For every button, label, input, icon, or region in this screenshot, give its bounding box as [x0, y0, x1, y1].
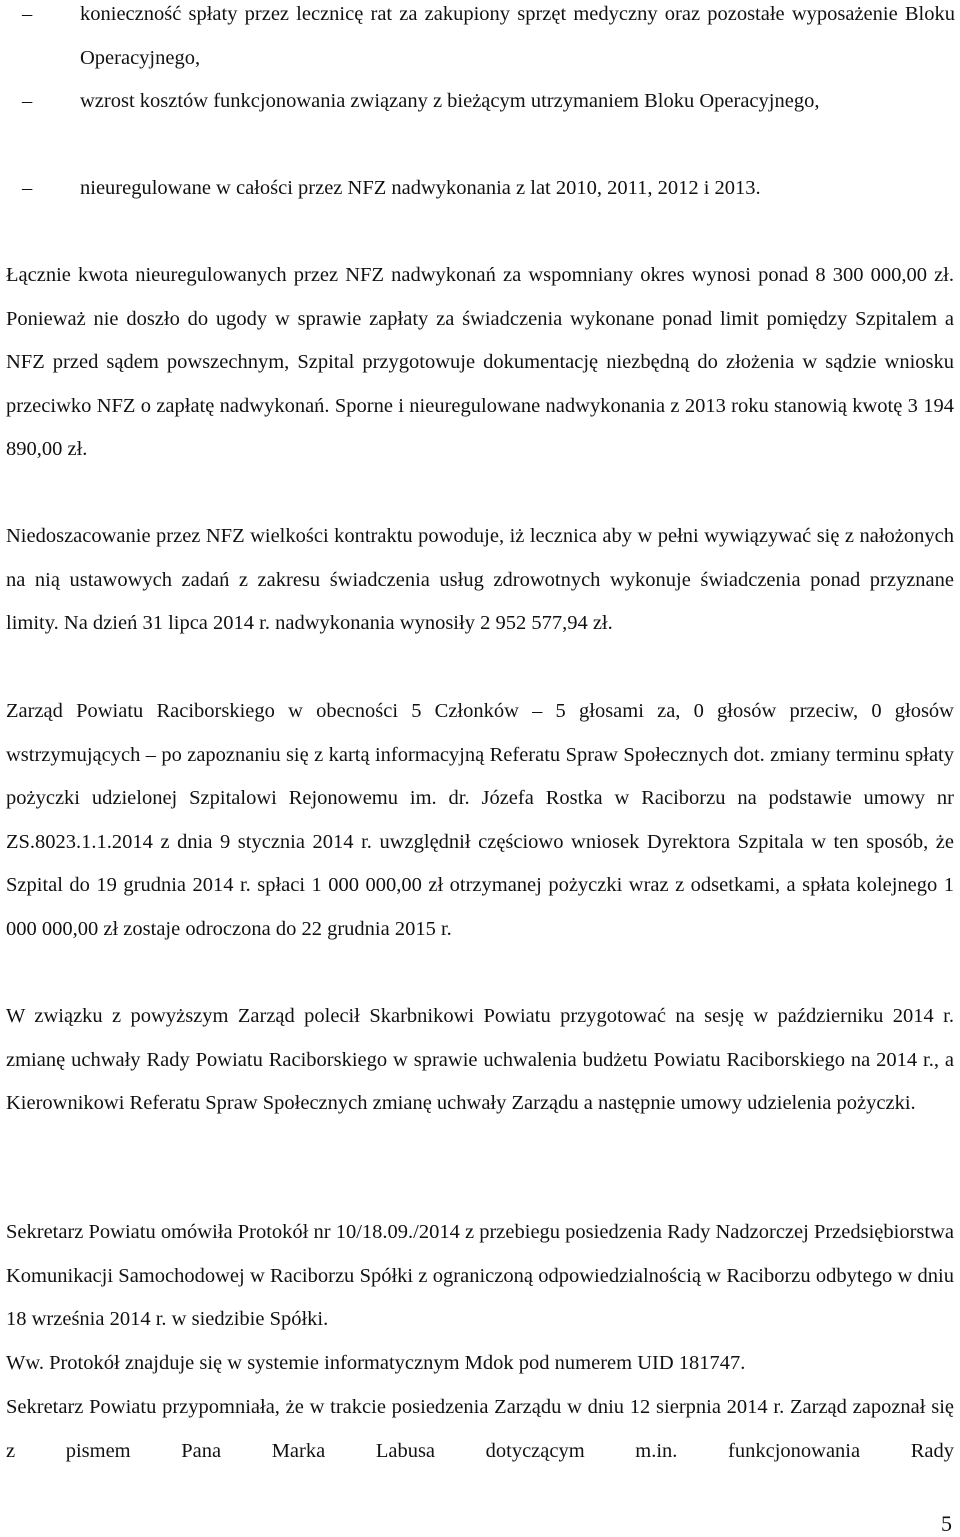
- paragraph-secretary: Sekretarz Powiatu przypomniała, że w trakcie posiedzenia Zarządu w dniu 12 sierpnia 2014 r. Zarząd zapoznał się z pismem Pana Marka Labusa dotyczącym m.in. funkcjonowania Rady: [6, 1396, 954, 1462]
- list-item: [0, 80, 955, 124]
- paragraph-protocol: Sekretarz Powiatu omówiła Protokół nr 10/18.09./2014 z przebiegu posiedzenia Rady Nadzorczej Przedsiębiorstwa Komunikacji Samochodowej w Raciborzu Spółki z ograniczoną odpowiedzialnością w Raciborzu odbytego w dniu 18 września 2014 r. w siedzibie Spółki.: [6, 1221, 954, 1330]
- paragraph-total-amount: Łącznie kwota nieuregulowanych przez NFZ nadwykonań za wspomniany okres wynosi ponad 8 300 000,00 zł. Ponieważ nie doszło do ugody w sprawie zapłaty za świadczenia wykonane ponad limit pomiędzy Szpitalem a NFZ przed sądem powszechnym, Szpital przygotowuje dokumentację niezbędną do złożenia w sądzie wniosku przeciwko NFZ o zapłatę nadwykonań. Sporne i nieuregulowane nadwykonania z 2013 roku stanowią kwotę 3 194 890,00 zł.: [6, 264, 954, 460]
- list-dash: –: [22, 3, 33, 25]
- list-item-text: wzrost kosztów funkcjonowania związany z bieżącym utrzymaniem Bloku Operacyjnego,: [80, 90, 820, 112]
- paragraph-board-decision: Zarząd Powiatu Raciborskiego w obecności 5 Członków – 5 głosami za, 0 głosów przeciw, 0 głosów wstrzymujących – po zapoznaniu się z kartą informacyjną Referatu Spraw Społecznych dot. zmiany terminu spłaty pożyczki udzielonej Szpitalowi Rejonowemu im. dr. Józefa Rostka w Raciborzu na podstawie umowy nr ZS.8023.1.1.2014 z dnia 9 stycznia 2014 r. uwzględnił częściowo wniosek Dyrektora Szpitala w ten sposób, że Szpital do 19 grudnia 2014 r. spłaci 1 000 000,00 zł otrzymanej pożyczki wraz z odsetkami, a spłata kolejnego 1 000 000,00 zł zostaje odroczona do 22 grudnia 2015 r.: [6, 700, 954, 940]
- list-item-text: nieuregulowane w całości przez NFZ nadwykonania z lat 2010, 2011, 2012 i 2013.: [80, 177, 761, 199]
- list-item: [0, 167, 955, 211]
- list-item: [0, 0, 955, 80]
- list-item-text: konieczność spłaty przez lecznicę rat za zakupiony sprzęt medyczny oraz pozostałe wyposażenie Bloku Operacyjnego,: [80, 3, 955, 69]
- paragraph-contract: Niedoszacowanie przez NFZ wielkości kontraktu powoduje, iż lecznica aby w pełni wywiązywać się z nałożonych na nią ustawowych zadań z zakresu świadczenia usług zdrowotnych wykonuje świadczenia ponad przyznane limity. Na dzień 31 lipca 2014 r. nadwykonania wynosiły 2 952 577,94 zł.: [6, 525, 954, 634]
- paragraph-treasurer: W związku z powyższym Zarząd polecił Skarbnikowi Powiatu przygotować na sesję w październiku 2014 r. zmianę uchwały Rady Powiatu Raciborskiego w sprawie uchwalenia budżetu Powiatu Raciborskiego na 2014 r., a Kierownikowi Referatu Spraw Społecznych zmianę uchwały Zarządu a następnie umowy udzielenia pożyczki.: [6, 1005, 954, 1114]
- list-dash: –: [22, 177, 33, 199]
- page-number: 5: [941, 1511, 952, 1536]
- list-dash: –: [22, 90, 33, 112]
- paragraph-mdok: Ww. Protokół znajduje się w systemie informatycznym Mdok pod numerem UID 181747.: [6, 1352, 746, 1374]
